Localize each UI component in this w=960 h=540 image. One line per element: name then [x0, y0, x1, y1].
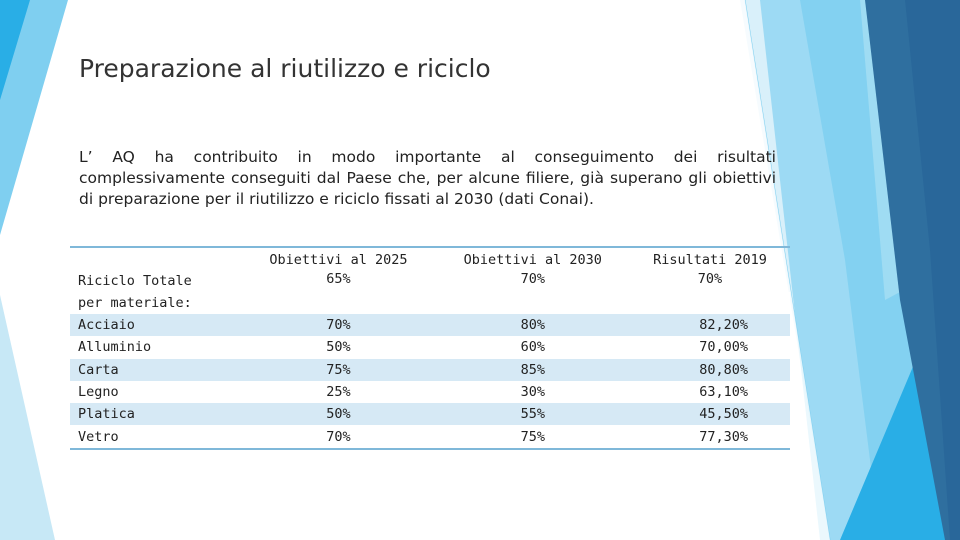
result-2019-cell: 82,20%: [630, 314, 790, 336]
header-material-line1: Riciclo Totale: [78, 273, 192, 289]
material-cell: Vetro: [78, 428, 119, 445]
target-2025-cell: 70%: [241, 314, 435, 336]
recycling-table: [70, 246, 790, 450]
target-2025-cell: 70%: [326, 428, 351, 445]
result-2019-cell: 80,80%: [630, 359, 790, 381]
target-2030-cell: 80%: [436, 314, 630, 336]
header-target-2025-label: Obiettivi al 2025: [269, 252, 408, 268]
slide-title: Preparazione al riutilizzo e riciclo: [79, 54, 491, 83]
table-header-row: [70, 247, 790, 292]
header-material-line2: per materiale:: [70, 292, 241, 314]
target-2030-cell: 85%: [436, 359, 630, 381]
target-2025-cell: 75%: [241, 359, 435, 381]
material-cell: Platica: [70, 403, 241, 425]
target-2025-cell: 50%: [326, 339, 351, 356]
target-2030-cell: 30%: [520, 384, 545, 401]
slide-body-text: L’ AQ ha contribuito in modo importante al conseguimento dei risultati complessivamente conseguiti dal Paese che, per alcune filiere, già superano gli obiettivi di preparazione per il riutilizzo e riciclo fissati al 2030 (dati Conai).: [79, 148, 776, 208]
target-2030-cell: 75%: [520, 428, 545, 445]
table-row: [70, 314, 790, 336]
table-row: [70, 425, 790, 448]
material-cell: Legno: [78, 384, 119, 401]
target-2025-cell: 50%: [241, 403, 435, 425]
empty-cell: [436, 292, 630, 314]
header-result-2019-value: 70%: [697, 271, 723, 287]
table-subheader-row: [70, 292, 790, 314]
table-row: [70, 381, 790, 403]
header-material: [70, 247, 241, 292]
result-2019-cell: 70,00%: [699, 339, 748, 356]
table-row: [70, 336, 790, 358]
empty-cell: [630, 292, 790, 314]
result-2019-cell: 45,50%: [630, 403, 790, 425]
material-cell: Alluminio: [78, 339, 152, 356]
header-target-2030-label: Obiettivi al 2030: [463, 252, 602, 268]
result-2019-cell: 63,10%: [699, 384, 748, 401]
material-cell: Acciaio: [70, 314, 241, 336]
table-row: [70, 403, 790, 425]
empty-cell: [241, 292, 435, 314]
header-result-2019-label: Risultati 2019: [653, 252, 767, 268]
target-2030-cell: 60%: [520, 339, 545, 356]
left-lower-shape: [0, 295, 55, 540]
header-target-2030-value: 70%: [520, 271, 545, 287]
target-2025-cell: 25%: [326, 384, 351, 401]
header-target-2025-value: 65%: [326, 271, 351, 287]
header-result-2019: [630, 247, 790, 292]
header-target-2025: [241, 247, 435, 292]
header-target-2030: [436, 247, 630, 292]
table-row: [70, 359, 790, 381]
target-2030-cell: 55%: [436, 403, 630, 425]
result-2019-cell: 77,30%: [699, 428, 748, 445]
material-cell: Carta: [70, 359, 241, 381]
